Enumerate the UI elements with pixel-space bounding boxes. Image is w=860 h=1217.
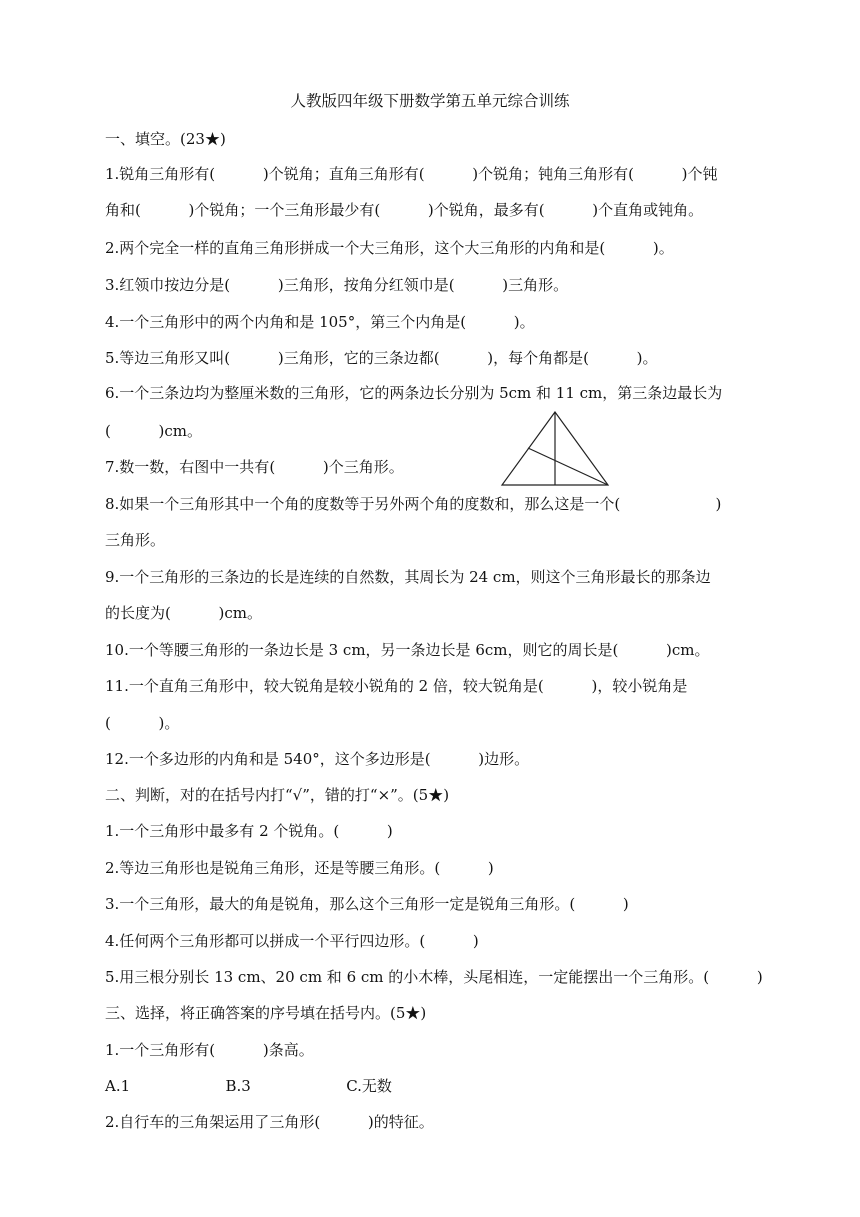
section1-line-1: 1.锐角三角形有( )个锐角；直角三角形有( )个锐角；钝角三角形有( )个钝 — [105, 165, 718, 183]
section1-line-5: 4.一个三角形中的两个内角和是 105°，第三个内角是( )。 — [105, 313, 535, 331]
section1-line-16: ( )。 — [105, 714, 180, 732]
section2-heading: 二、判断，对的在括号内打“√”，错的打“×”。(5★) — [105, 786, 450, 804]
section1-line-8: ( )cm。 — [105, 422, 203, 440]
section2-line-3: 3.一个三角形，最大的角是锐角，那么这个三角形一定是锐角三角形。( ) — [105, 895, 629, 913]
section2-line-2: 2.等边三角形也是锐角三角形，还是等腰三角形。( ) — [105, 859, 494, 877]
section1-line-6: 5.等边三角形又叫( )三角形，它的三条边都( )，每个角都是( )。 — [105, 349, 658, 367]
section3-heading: 三、选择，将正确答案的序号填在括号内。(5★) — [105, 1004, 427, 1022]
section1-line-14: 10.一个等腰三角形的一条边长是 3 cm，另一条边长是 6cm，则它的周长是( )cm。 — [105, 641, 710, 659]
section1-line-11: 三角形。 — [105, 531, 166, 549]
section1-line-12: 9.一个三角形的三条边的长是连续的自然数，其周长为 24 cm，则这个三角形最长的那条边 — [105, 568, 711, 586]
section3-line-3: 2.自行车的三角架运用了三角形( )的特征。 — [105, 1113, 434, 1131]
section1-heading: 一、填空。(23★) — [105, 130, 226, 148]
page-title: 人教版四年级下册数学第五单元综合训练 — [290, 92, 570, 110]
section3-line-2: A.1 B.3 C.无数 — [105, 1077, 392, 1095]
section1-line-10: 8.如果一个三角形其中一个角的度数等于另外两个角的度数和，那么这是一个( ) — [105, 495, 722, 513]
diagonal-line — [528, 448, 608, 485]
section1-line-13: 的长度为( )cm。 — [105, 604, 263, 622]
section2-line-1: 1.一个三角形中最多有 2 个锐角。( ) — [105, 822, 393, 840]
triangle-figure-icon — [500, 411, 610, 487]
section1-line-3: 2.两个完全一样的直角三角形拼成一个大三角形，这个大三角形的内角和是( )。 — [105, 239, 674, 257]
section1-line-7: 6.一个三条边均为整厘米数的三角形，它的两条边长分别为 5cm 和 11 cm，第三条边最长为 — [105, 384, 723, 402]
section2-line-5: 5.用三根分别长 13 cm、20 cm 和 6 cm 的小木棒，头尾相连，一定能摆出一个三角形。( ) — [105, 968, 763, 986]
section1-line-4: 3.红领巾按边分是( )三角形，按角分红领巾是( )三角形。 — [105, 276, 569, 294]
section1-line-9: 7.数一数，右图中一共有( )个三角形。 — [105, 458, 404, 476]
section2-line-4: 4.任何两个三角形都可以拼成一个平行四边形。( ) — [105, 932, 479, 950]
section3-line-1: 1.一个三角形有( )条高。 — [105, 1041, 314, 1059]
section1-line-15: 11.一个直角三角形中，较大锐角是较小锐角的 2 倍，较大锐角是( )，较小锐角是 — [105, 677, 688, 695]
section1-line-2: 角和( )个锐角；一个三角形最少有( )个锐角，最多有( )个直角或钝角。 — [105, 201, 704, 219]
section1-line-17: 12.一个多边形的内角和是 540°，这个多边形是( )边形。 — [105, 750, 530, 768]
